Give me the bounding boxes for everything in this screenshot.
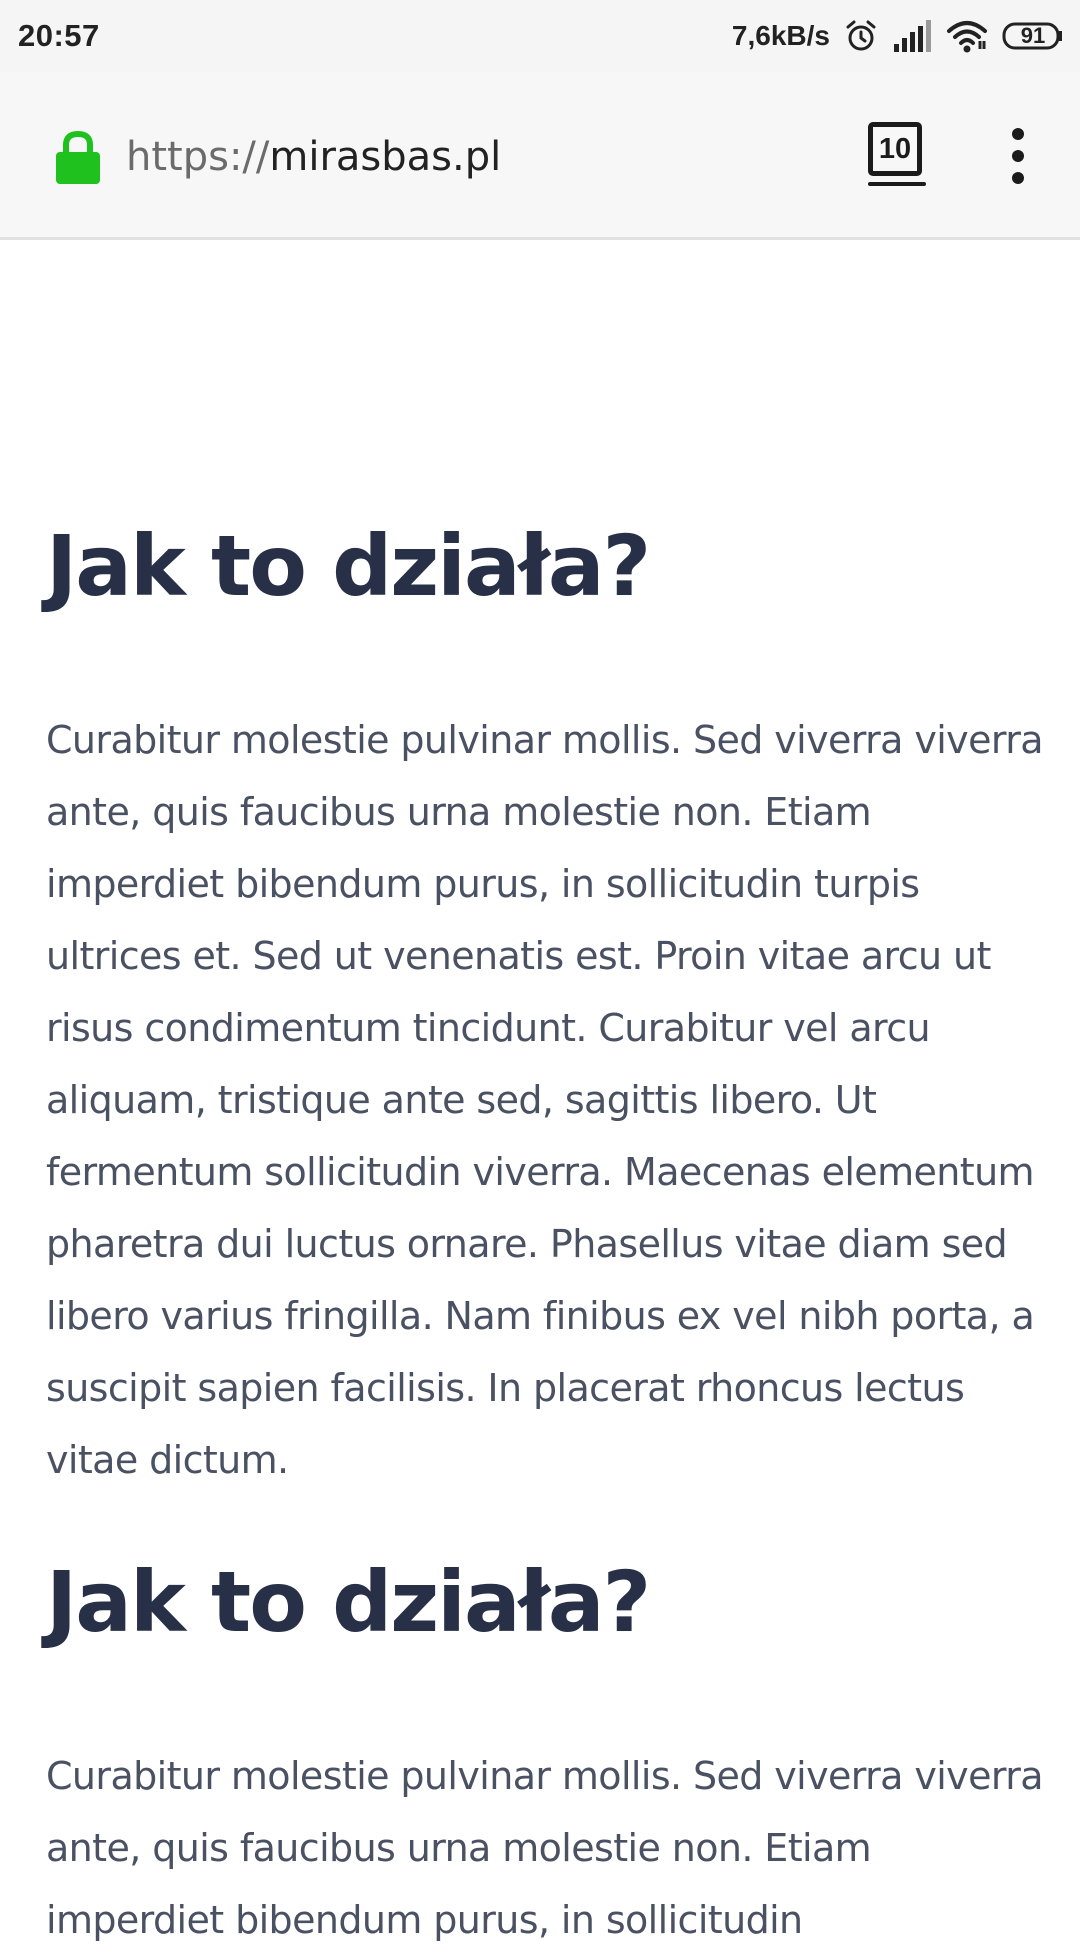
address-bar[interactable] [126, 134, 501, 180]
section-title: Jak to działa? [46, 517, 650, 615]
network-speed: 7,6kB/s [731, 20, 830, 51]
overflow-menu-icon[interactable] [998, 126, 1038, 186]
tab-count: 10 [868, 122, 922, 176]
status-time: 20:57 [18, 18, 100, 53]
alarm-icon [844, 19, 878, 53]
section-text: Curabitur molestie pulvinar mollis. Sed viverra viverra ante, quis faucibus urna molestie non. Etiam imperdiet bibendum purus, in sollicitudin [46, 1754, 1043, 1942]
tabs-underline [868, 182, 926, 186]
lock-icon[interactable] [54, 130, 102, 186]
tabs-button[interactable] [868, 122, 930, 184]
battery-icon [1002, 22, 1064, 50]
url-scheme: https:// [126, 134, 270, 180]
url-host: mirasbas.pl [269, 134, 502, 180]
signal-icon [892, 20, 932, 52]
status-bar [0, 0, 1080, 72]
battery-level: 91 [1020, 23, 1046, 48]
section-title: Jak to działa? [46, 1553, 650, 1651]
wifi-icon [946, 19, 988, 53]
status-icons [732, 16, 1064, 56]
browser-toolbar [0, 72, 1080, 240]
section-text: Curabitur molestie pulvinar mollis. Sed viverra viverra ante, quis faucibus urna molestie non. Etiam imperdiet bibendum purus, in sollicitudin turpis ultrices et. Sed ut venenatis est. Proin vitae arcu ut risus condimentum tincidunt. Curabitur vel arcu aliquam, tristique ante sed, sagittis libero. Ut fermentum sollicitudin viverra. Maecenas elementum pharetra dui luctus ornare. Phasellus vitae diam sed libero varius fringilla. Nam finibus ex vel nibh porta, a suscipit sapien facilisis. In placerat rhoncus lectus vitae dictum. [46, 718, 1043, 1482]
